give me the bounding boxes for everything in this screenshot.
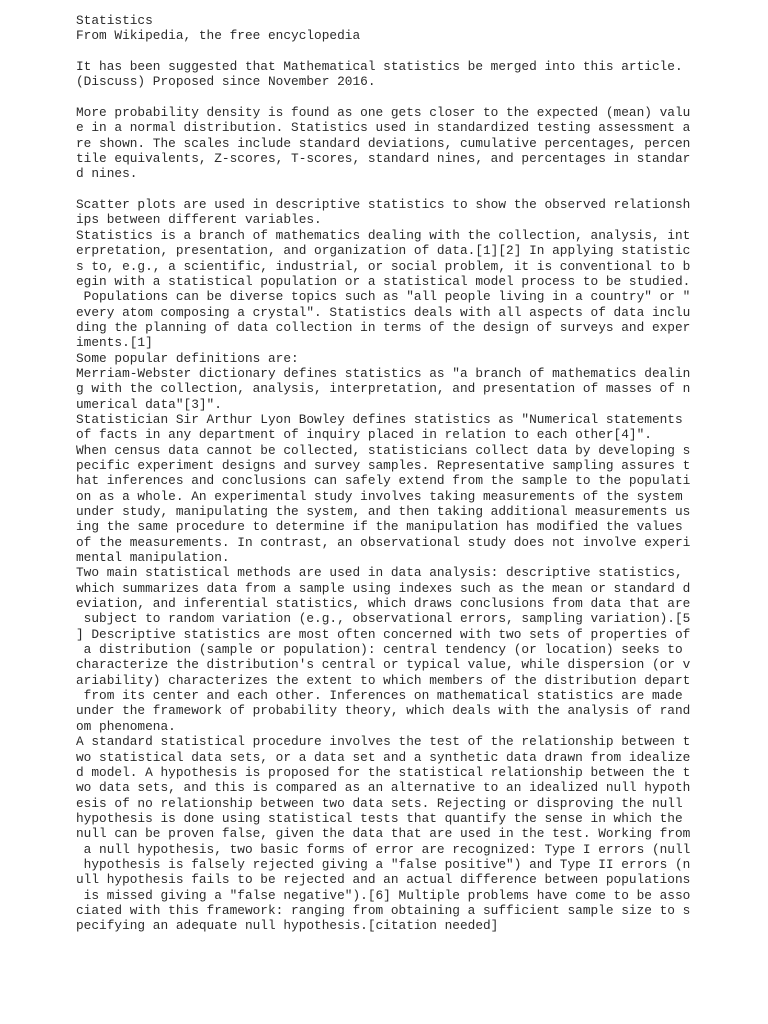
text-line: ding the planning of data collection in terms of the design of surveys and exper — [76, 319, 691, 335]
text-line: null can be proven false, given the data that are used in the test. Working from — [76, 826, 691, 842]
text-line: umerical data"[3]". — [76, 396, 222, 412]
text-line: wo statistical data sets, or a data set and a synthetic data drawn from idealize — [76, 749, 691, 765]
text-line: eviation, and inferential statistics, which draws conclusions from data that are — [76, 596, 691, 612]
text-line: (Discuss) Proposed since November 2016. — [76, 74, 376, 90]
text-line: egin with a statistical population or a statistical model process to be studied. — [76, 273, 691, 289]
text-line: of the measurements. In contrast, an observational study does not involve experi — [76, 534, 691, 550]
text-line: subject to random variation (e.g., observational errors, sampling variation).[5 — [76, 611, 691, 627]
text-line: every atom composing a crystal". Statistics deals with all aspects of data inclu — [76, 304, 691, 320]
text-line: g with the collection, analysis, interpretation, and presentation of masses of n — [76, 381, 691, 397]
text-line: Statistician Sir Arthur Lyon Bowley defines statistics as "Numerical statements — [76, 411, 683, 427]
text-line: pecifying an adequate null hypothesis.[citation needed] — [76, 918, 499, 934]
text-line: pecific experiment designs and survey samples. Representative sampling assures t — [76, 457, 691, 473]
text-line: ips between different variables. — [76, 212, 322, 228]
text-line: tile equivalents, Z-scores, T-scores, standard nines, and percentages in standar — [76, 151, 691, 167]
text-line: iments.[1] — [76, 335, 153, 351]
text-line: It has been suggested that Mathematical statistics be merged into this article. — [76, 59, 683, 75]
page-title: Statistics — [76, 13, 153, 28]
text-line: of facts in any department of inquiry placed in relation to each other[4]". — [76, 427, 652, 443]
text-line: under the framework of probability theory, which deals with the analysis of rand — [76, 703, 691, 719]
text-line: a null hypothesis, two basic forms of error are recognized: Type I errors (null — [76, 841, 691, 857]
text-line — [76, 44, 696, 59]
text-line — [76, 90, 696, 105]
text-line: hat inferences and conclusions can safely extend from the sample to the populati — [76, 473, 691, 489]
text-line: from its center and each other. Inferences on mathematical statistics are made — [76, 688, 683, 704]
text-line: hypothesis is done using statistical tests that quantify the sense in which the — [76, 810, 683, 826]
text-line: Merriam-Webster dictionary defines statistics as "a branch of mathematics dealin — [76, 365, 691, 381]
text-line: ciated with this framework: ranging from obtaining a sufficient sample size to s — [76, 902, 691, 918]
text-line: is missed giving a "false negative").[6] Multiple problems have come to be asso — [76, 887, 691, 903]
text-line: s to, e.g., a scientific, industrial, or social problem, it is conventional to b — [76, 258, 691, 274]
text-line: A standard statistical procedure involves the test of the relationship between t — [76, 734, 691, 750]
text-line: Statistics is a branch of mathematics dealing with the collection, analysis, int — [76, 227, 691, 243]
text-line — [76, 182, 696, 197]
document-body — [76, 13, 696, 934]
text-line: ariability) characterizes the extent to which members of the distribution depart — [76, 672, 691, 688]
text-line: wo data sets, and this is compared as an alternative to an idealized null hypoth — [76, 780, 691, 796]
text-line: Two main statistical methods are used in data analysis: descriptive statistics, — [76, 565, 683, 581]
text-line: on as a whole. An experimental study involves taking measurements of the system — [76, 488, 683, 504]
text-line: d model. A hypothesis is proposed for the statistical relationship between the t — [76, 764, 691, 780]
text-line: ull hypothesis fails to be rejected and an actual difference between populations — [76, 872, 691, 888]
text-line: under study, manipulating the system, and then taking additional measurements us — [76, 504, 691, 519]
text-line: mental manipulation. — [76, 550, 230, 566]
text-line: e in a normal distribution. Statistics used in standardized testing assessment a — [76, 120, 691, 136]
text-line: Scatter plots are used in descriptive statistics to show the observed relationsh — [76, 197, 691, 213]
text-line: re shown. The scales include standard deviations, cumulative percentages, percen — [76, 135, 691, 151]
text-line: characterize the distribution's central or typical value, while dispersion (or v — [76, 657, 691, 673]
text-line: ] Descriptive statistics are most often concerned with two sets of properties of — [76, 626, 691, 642]
text-line: erpretation, presentation, and organization of data.[1][2] In applying statistic — [76, 243, 691, 259]
text-line: Populations can be diverse topics such as "all people living in a country" or " — [76, 289, 691, 305]
text-line: d nines. — [76, 166, 138, 182]
text-line: More probability density is found as one gets closer to the expected (mean) valu — [76, 105, 691, 121]
text-line: a distribution (sample or population): central tendency (or location) seeks to — [76, 642, 683, 658]
text-line: When census data cannot be collected, statisticians collect data by developing s — [76, 442, 691, 458]
text-line: which summarizes data from a sample using indexes such as the mean or standard d — [76, 580, 691, 596]
text-line: ing the same procedure to determine if the manipulation has modified the values — [76, 519, 683, 535]
text-line: esis of no relationship between two data sets. Rejecting or disproving the null — [76, 795, 683, 811]
page-subtitle: From Wikipedia, the free encyclopedia — [76, 28, 361, 44]
text-line: Some popular definitions are: — [76, 350, 299, 366]
text-line: hypothesis is falsely rejected giving a "false positive") and Type II errors (n — [76, 856, 691, 872]
text-line: om phenomena. — [76, 718, 176, 734]
